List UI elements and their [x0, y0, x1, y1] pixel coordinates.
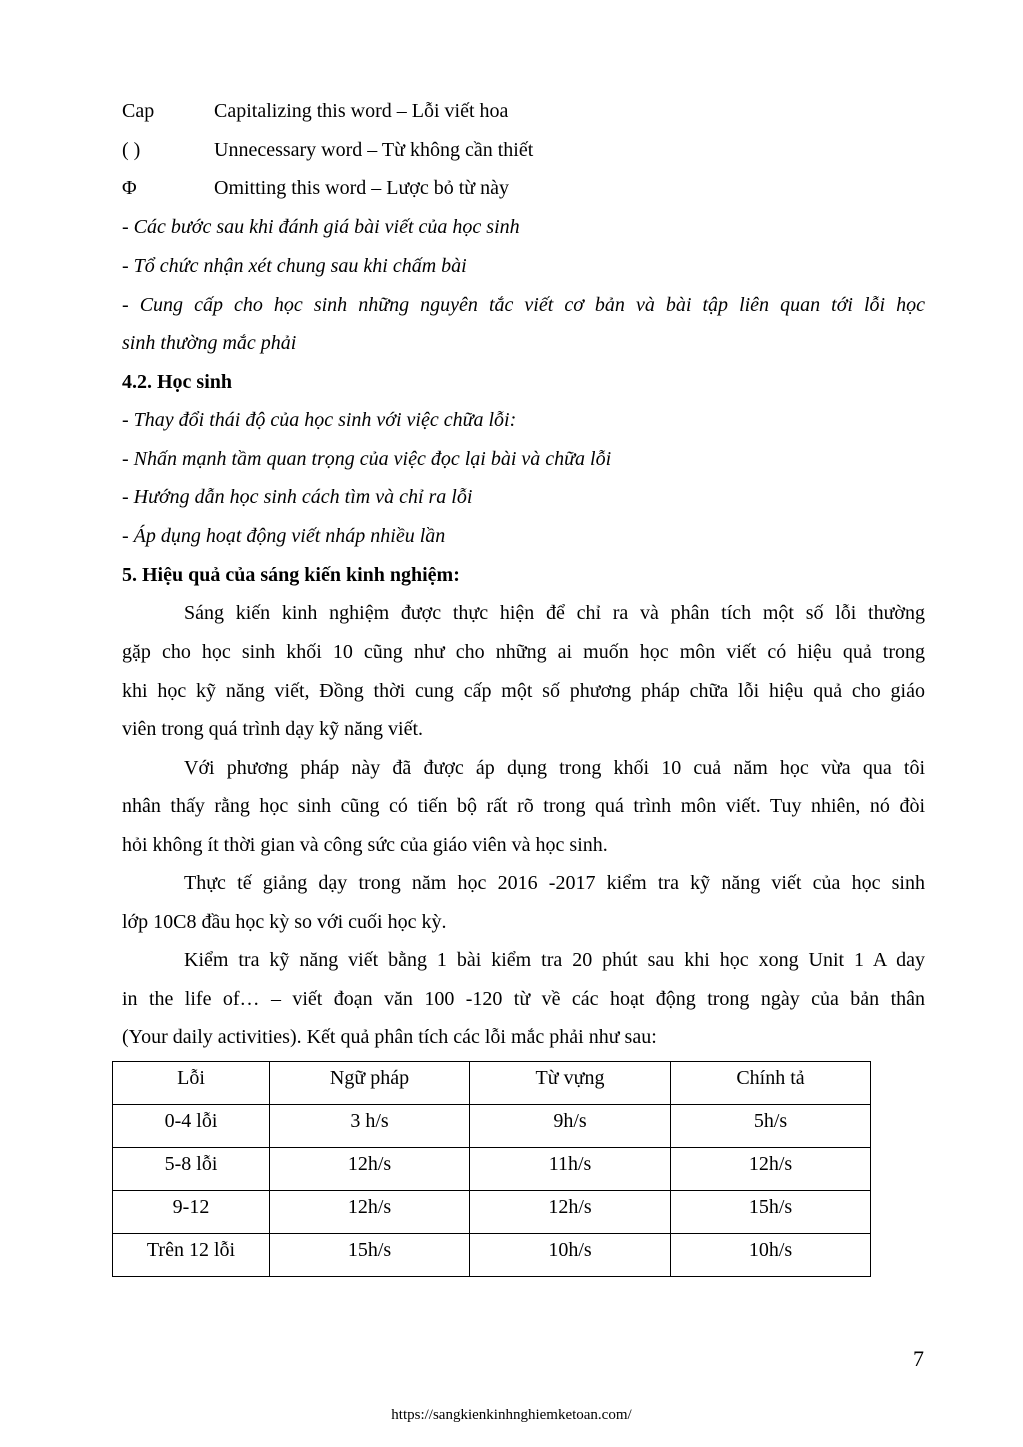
teacher-step-2-line1: - Cung cấp cho học sinh những nguyên tắc viết cơ bản và bài tập liên quan tới lỗi học [122, 294, 925, 316]
paragraph-1-line-1: Sáng kiến kinh nghiệm được thực hiện để chỉ ra và phân tích một số lỗi thường [184, 602, 925, 624]
table-cell: 9h/s [470, 1105, 671, 1148]
table-cell: 9-12 [113, 1191, 270, 1234]
students-intro: - Thay đổi thái độ của học sinh với việc chữa lỗi: [122, 409, 517, 431]
paragraph-2-line-2: nhân thấy rằng học sinh cũng có tiến bộ rất rõ trong quá trình môn viết. Tuy nhiên, nó đòi [122, 795, 925, 817]
table-cell: 10h/s [470, 1234, 671, 1277]
page-number: 7 [913, 1346, 924, 1371]
table-cell: 12h/s [671, 1148, 871, 1191]
legend-text-unnecessary: Unnecessary word – Từ không cần thiết [214, 139, 534, 161]
teacher-step-1: - Tổ chức nhận xét chung sau khi chấm bài [122, 255, 467, 277]
table-header-cell: Lỗi [113, 1062, 270, 1105]
table-cell: 12h/s [270, 1191, 470, 1234]
paragraph-2-line-1: Với phương pháp này đã được áp dụng trong khối 10 cuả năm học vừa qua tôi [184, 757, 925, 779]
section-heading-students: 4.2. Học sinh [122, 371, 233, 393]
legend-symbol-cap: Cap [122, 100, 155, 122]
table-row [113, 1191, 871, 1234]
table-cell: 12h/s [470, 1191, 671, 1234]
students-item-3: - Áp dụng hoạt động viết nháp nhiều lần [122, 525, 446, 547]
table-cell: 0-4 lỗi [113, 1105, 270, 1148]
table-header-cell: Ngữ pháp [270, 1062, 470, 1105]
table-cell: 11h/s [470, 1148, 671, 1191]
legend-symbol-phi: Φ [122, 177, 137, 199]
table-cell: 15h/s [671, 1191, 871, 1234]
paragraph-4-line-1: Kiểm tra kỹ năng viết bằng 1 bài kiểm tra 20 phút sau khi học xong Unit 1 A day [184, 949, 925, 971]
legend-symbol-parentheses: ( ) [122, 139, 141, 161]
paragraph-4-line-3: (Your daily activities). Kết quả phân tích các lỗi mắc phải như sau: [122, 1026, 657, 1048]
table-cell: 3 h/s [270, 1105, 470, 1148]
legend-text-omitting: Omitting this word – Lược bỏ từ này [214, 177, 510, 199]
paragraph-3-line-1: Thực tế giảng dạy trong năm học 2016 -2017 kiểm tra kỹ năng viết của học sinh [184, 872, 925, 894]
error-analysis-table [112, 1061, 871, 1277]
table-header-cell: Chính tả [671, 1062, 871, 1105]
table-cell: 15h/s [270, 1234, 470, 1277]
paragraph-1-line-3: khi học kỹ năng viết, Đồng thời cung cấp một số phương pháp chữa lỗi hiệu quả cho giáo [122, 680, 925, 702]
footer-url[interactable]: https://sangkienkinhnghiemketoan.com/ [391, 1407, 632, 1423]
teacher-steps-intro: - Các bước sau khi đánh giá bài viết của học sinh [122, 216, 520, 238]
table-cell: 12h/s [270, 1148, 470, 1191]
legend-text-cap: Capitalizing this word – Lỗi viết hoa [214, 100, 509, 122]
paragraph-1-line-2: gặp cho học sinh khối 10 cũng như cho những ai muốn học môn viết có hiệu quả trong [122, 641, 925, 663]
teacher-step-2-line2: sinh thường mắc phải [122, 332, 297, 354]
table-cell: 10h/s [671, 1234, 871, 1277]
paragraph-4-line-2: in the life of… – viết đoạn văn 100 -120 từ về các hoạt động trong ngày của bản thân [122, 988, 925, 1010]
paragraph-3-line-2: lớp 10C8 đầu học kỳ so với cuối học kỳ. [122, 911, 447, 933]
table-cell: Trên 12 lỗi [113, 1234, 270, 1277]
table-row [113, 1105, 871, 1148]
table-cell: 5h/s [671, 1105, 871, 1148]
section-heading-effect: 5. Hiệu quả của sáng kiến kinh nghiệm: [122, 564, 460, 586]
paragraph-1-line-4: viên trong quá trình dạy kỹ năng viết. [122, 718, 424, 740]
paragraph-2-line-3: hỏi không ít thời gian và công sức của giáo viên và học sinh. [122, 834, 608, 856]
table-cell: 5-8 lỗi [113, 1148, 270, 1191]
table-row [113, 1148, 871, 1191]
table-header-cell: Từ vựng [470, 1062, 671, 1105]
table-header-row [113, 1062, 871, 1105]
students-item-1: - Nhấn mạnh tầm quan trọng của việc đọc lại bài và chữa lỗi [122, 448, 612, 470]
table-row [113, 1234, 871, 1277]
students-item-2: - Hướng dẫn học sinh cách tìm và chỉ ra lỗi [122, 486, 473, 508]
